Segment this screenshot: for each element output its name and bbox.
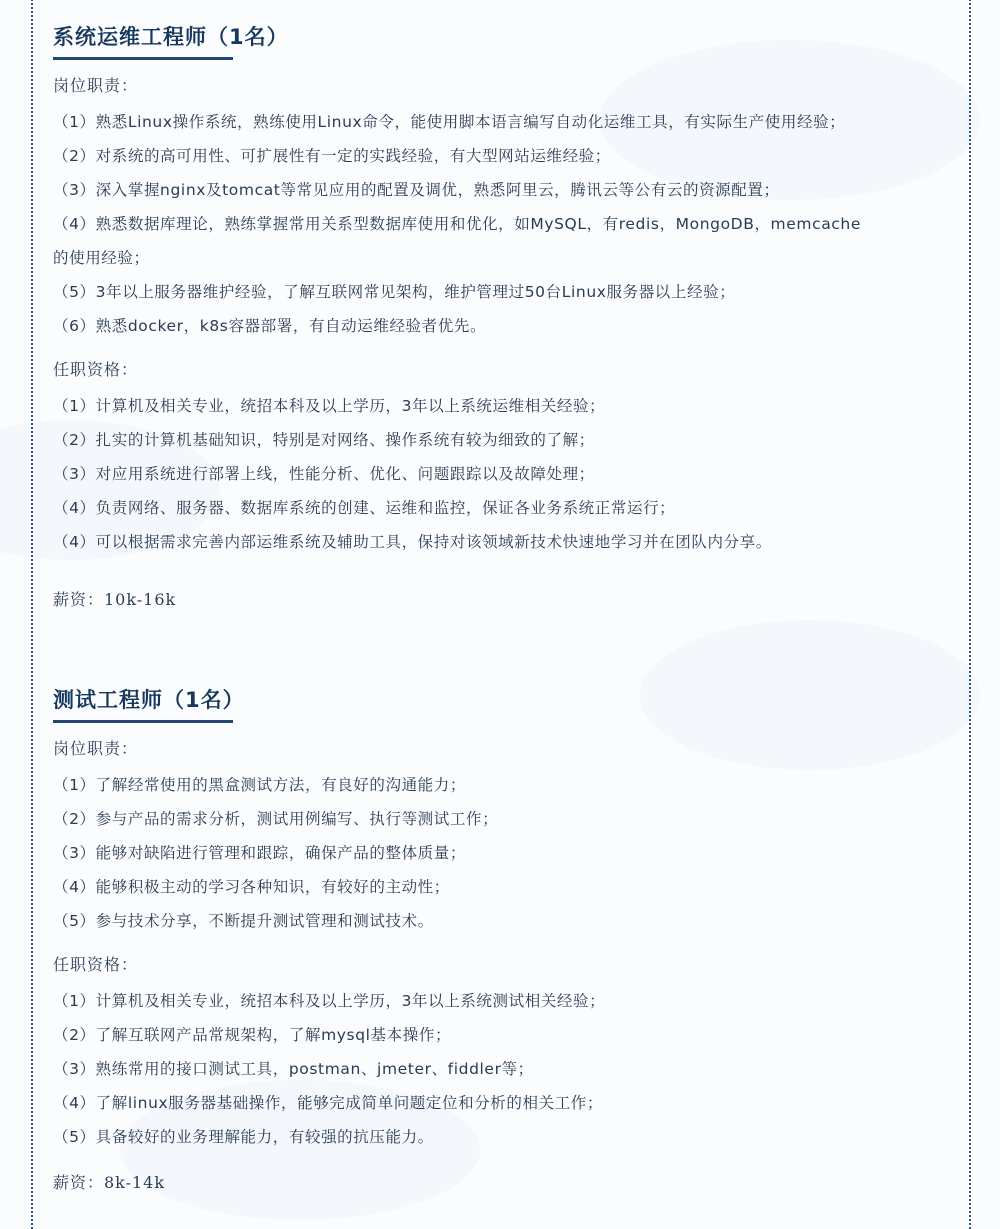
duty-item: （6）熟悉docker，k8s容器部署，有自动运维经验者优先。 bbox=[53, 317, 487, 335]
duty-item: （2）参与产品的需求分析，测试用例编写、执行等测试工作； bbox=[53, 810, 499, 828]
duty-item: （5）参与技术分享，不断提升测试管理和测试技术。 bbox=[53, 912, 434, 930]
duty-item: （1）熟悉Linux操作系统，熟练使用Linux命令，能使用脚本语言编写自动化运维工具，有实际生产使用经验； bbox=[53, 113, 846, 131]
title-underline bbox=[53, 57, 233, 60]
duty-item: （1）了解经常使用的黑盒测试方法，有良好的沟通能力； bbox=[53, 776, 466, 794]
requirement-item: （1）计算机及相关专业，统招本科及以上学历，3年以上系统测试相关经验； bbox=[53, 992, 606, 1010]
duty-item: （4）能够积极主动的学习各种知识，有较好的主动性； bbox=[53, 878, 450, 896]
title-underline bbox=[53, 720, 233, 723]
requirement-item: （1）计算机及相关专业，统招本科及以上学历，3年以上系统运维相关经验； bbox=[53, 397, 606, 415]
section-title: 系统运维工程师（1名） bbox=[53, 25, 289, 49]
requirement-item: （3）对应用系统进行部署上线，性能分析、优化、问题跟踪以及故障处理； bbox=[53, 465, 595, 483]
duty-item: （2）对系统的高可用性、可扩展性有一定的实践经验，有大型网站运维经验； bbox=[53, 147, 611, 165]
requirements-label: 任职资格： bbox=[53, 955, 139, 974]
requirement-item: （4）可以根据需求完善内部运维系统及辅助工具，保持对该领域新技术快速地学习并在团队内分享。 bbox=[53, 533, 772, 551]
job-section-ops-engineer bbox=[53, 23, 953, 612]
requirement-item: （2）扎实的计算机基础知识，特别是对网络、操作系统有较为细致的了解； bbox=[53, 431, 595, 449]
requirement-item: （2）了解互联网产品常规架构，了解mysql基本操作； bbox=[53, 1026, 452, 1044]
section-title: 测试工程师（1名） bbox=[53, 688, 245, 712]
duty-item: （4）熟悉数据库理论，熟练掌握常用关系型数据库使用和优化，如MySQL，有redis，MongoDB，memcache的使用经验； bbox=[53, 215, 861, 267]
requirements-label: 任职资格： bbox=[53, 360, 139, 379]
duty-item: （5）3年以上服务器维护经验，了解互联网常见架构，维护管理过50台Linux服务器以上经验； bbox=[53, 283, 736, 301]
duty-item: （3）能够对缺陷进行管理和跟踪，确保产品的整体质量； bbox=[53, 844, 466, 862]
salary-text: 薪资：8k-14k bbox=[53, 1173, 166, 1192]
requirement-item: （4）负责网络、服务器、数据库系统的创建、运维和监控，保证各业务系统正常运行； bbox=[53, 499, 676, 517]
requirement-item: （3）熟练常用的接口测试工具，postman、jmeter、fiddler等； bbox=[53, 1060, 534, 1078]
salary-text: 薪资：10k-16k bbox=[53, 590, 177, 609]
duty-item: （3）深入掌握nginx及tomcat等常见应用的配置及调优，熟悉阿里云，腾讯云等公有云的资源配置； bbox=[53, 181, 780, 199]
requirement-item: （4）了解linux服务器基础操作，能够完成简单问题定位和分析的相关工作； bbox=[53, 1094, 603, 1112]
job-section-test-engineer bbox=[53, 686, 953, 1195]
requirement-item: （5）具备较好的业务理解能力，有较强的抗压能力。 bbox=[53, 1128, 434, 1146]
duties-label: 岗位职责： bbox=[53, 76, 139, 95]
duties-label: 岗位职责： bbox=[53, 739, 139, 758]
